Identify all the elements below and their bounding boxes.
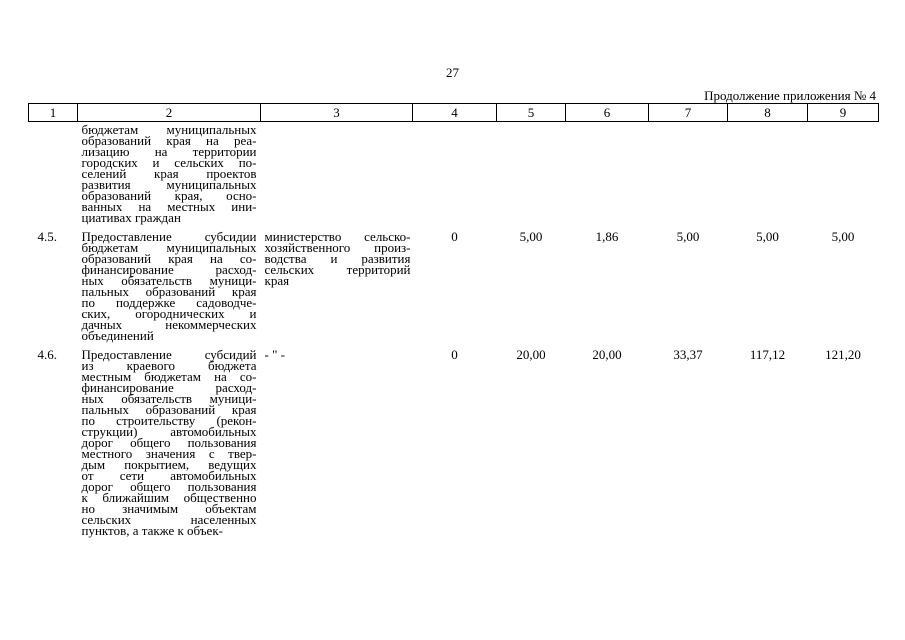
description-line: дачных некоммерческих: [81, 317, 257, 332]
description-line: развития муниципальных: [81, 177, 257, 192]
description-line: селений края проектов: [81, 166, 257, 181]
description-line: бюджетам муниципальных: [81, 240, 257, 255]
description-line: пальных образований края: [81, 402, 257, 417]
description-line: струкции) автомобильных: [81, 424, 257, 439]
table-row: [29, 229, 879, 341]
row-index: [29, 122, 78, 224]
description-line: пунктов, а также к объек-: [81, 523, 223, 538]
row-value: 33,37: [673, 347, 703, 362]
description-line: из краевого бюджета: [81, 358, 257, 373]
continuation-note: Продолжение приложения № 4: [704, 88, 876, 103]
column-header: 4: [413, 104, 497, 122]
description-line: дым покрытием, ведущих: [81, 457, 257, 472]
description-line: к ближайшим общественно: [81, 490, 257, 505]
responsible-line: края: [264, 273, 290, 288]
description-line: ных обязательств муници-: [81, 273, 257, 288]
description-line: образований края на со-: [81, 251, 257, 266]
description-line: местного значения с твер-: [81, 446, 257, 461]
row-description: [78, 229, 261, 341]
row-value: 1,86: [595, 229, 619, 244]
row-description: [78, 347, 261, 536]
appendix-table: [28, 103, 879, 536]
description-line: лизацию на территории: [81, 144, 257, 159]
description-line: по поддержке садоводче-: [81, 295, 257, 310]
description-line: ских, огороднических и: [81, 306, 257, 321]
column-header: 3: [261, 104, 413, 122]
responsible-line: водства и развития: [264, 251, 411, 266]
row-value: 0: [451, 229, 458, 244]
column-header: 8: [728, 104, 808, 122]
column-number-row: [29, 104, 879, 122]
row-value: 5,00: [831, 229, 855, 244]
row-value: 117,12: [749, 347, 786, 362]
row-value: 0: [451, 347, 458, 362]
column-header: 2: [78, 104, 261, 122]
column-header: 6: [566, 104, 649, 122]
description-line: ных обязательств муници-: [81, 391, 257, 406]
column-header: 5: [497, 104, 566, 122]
description-line: Предоставление субсидий: [81, 347, 257, 362]
row-responsible: [261, 122, 413, 224]
description-line: пальных образований края: [81, 284, 257, 299]
row-value: [728, 122, 808, 224]
row-value: [566, 122, 649, 224]
page-number: 27: [446, 65, 459, 80]
description-line: объединений: [81, 328, 154, 343]
row-index: 4.6.: [37, 347, 57, 362]
row-value: 20,00: [592, 347, 622, 362]
description-line: по строительству (рекон-: [81, 413, 257, 428]
row-value: 5,00: [756, 229, 779, 244]
description-line: циативах граждан: [81, 210, 181, 225]
description-line: сельских населенных: [81, 512, 257, 527]
description-line: бюджетам муниципальных: [81, 122, 257, 137]
description-line: местным бюджетам на со-: [81, 369, 257, 384]
responsible-line: сельских территорий: [264, 262, 411, 277]
row-value: 121,20: [825, 347, 861, 362]
row-description: [78, 122, 261, 224]
responsible-line: - " -: [264, 347, 285, 362]
column-header: 7: [649, 104, 728, 122]
description-line: городских и сельских по-: [81, 155, 257, 170]
row-responsible: [261, 347, 413, 536]
row-value: [649, 122, 728, 224]
description-line: дорог общего пользования: [81, 435, 257, 450]
row-value: [413, 122, 497, 224]
description-line: но значимым объектам: [81, 501, 257, 516]
description-line: образований края на реа-: [81, 133, 257, 148]
row-value: 20,00: [516, 347, 546, 362]
column-header: 1: [29, 104, 78, 122]
description-line: финансирование расход-: [81, 262, 257, 277]
row-responsible: [261, 229, 413, 341]
table-row: [29, 347, 879, 536]
description-line: финансирование расход-: [81, 380, 257, 395]
description-line: ванных на местных ини-: [81, 199, 257, 214]
description-line: от сети автомобильных: [81, 468, 257, 483]
row-value: [497, 122, 566, 224]
description-line: Предоставление субсидии: [81, 229, 257, 244]
row-value: 5,00: [519, 229, 543, 244]
row-value: [808, 122, 879, 224]
row-index: 4.5.: [37, 229, 57, 244]
description-line: дорог общего пользования: [81, 479, 257, 494]
responsible-line: хозяйственного произ-: [264, 240, 411, 255]
table-body: [29, 122, 879, 537]
table-row: [29, 122, 879, 224]
responsible-line: министерство сельско-: [264, 229, 411, 244]
column-header: 9: [808, 104, 879, 122]
row-value: 5,00: [676, 229, 700, 244]
description-line: образований края, осно-: [81, 188, 257, 203]
